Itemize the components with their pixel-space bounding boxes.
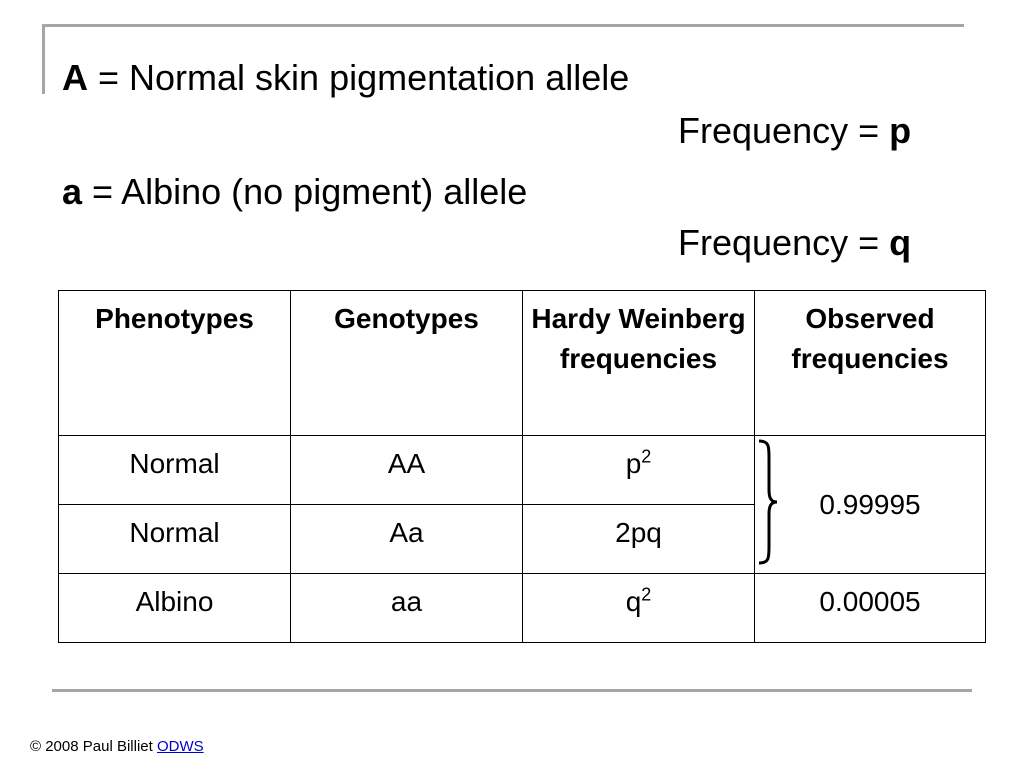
allele-a-symbol: a (62, 171, 83, 212)
allele-a-frequency (678, 223, 911, 263)
allele-a-text: = Albino (no pigment) allele (82, 171, 528, 212)
genotype-cell: Aa (291, 505, 523, 574)
header-phenotypes: Phenotypes (59, 291, 291, 436)
genotype-cell: AA (291, 436, 523, 505)
phenotype-cell: Normal (59, 505, 291, 574)
frequency-symbol-q: q (889, 222, 912, 263)
header-hw-frequencies: Hardy Weinberg frequencies (523, 291, 755, 436)
table-row (59, 436, 986, 505)
allele-A-text: = Normal skin pigmentation allele (88, 57, 630, 98)
allele-a-definition (62, 172, 527, 212)
frequency-label: Frequency = (678, 110, 890, 151)
table-row (59, 574, 986, 643)
genotype-cell: aa (291, 574, 523, 643)
phenotype-cell: Albino (59, 574, 291, 643)
slide-frame-left (42, 24, 45, 94)
frequency-label: Frequency = (678, 222, 890, 263)
observed-normal-cell (755, 436, 986, 574)
odws-link[interactable]: ODWS (156, 738, 204, 755)
slide-frame-top (42, 24, 964, 27)
hw-frequency-cell: 2pq (523, 505, 755, 574)
hardy-weinberg-table (58, 290, 986, 643)
table-header-row (59, 291, 986, 436)
allele-A-frequency (678, 111, 911, 151)
allele-A-symbol: A (62, 57, 88, 98)
observed-albino-cell: 0.00005 (755, 574, 986, 643)
right-brace-icon (755, 438, 781, 566)
observed-normal-value: 0.99995 (819, 488, 921, 520)
hw-frequency-cell: $p^2$ (523, 436, 755, 505)
frequency-symbol-p: p (889, 110, 912, 151)
allele-A-definition (62, 58, 629, 98)
hw-frequency-cell: $q^2$ (523, 574, 755, 643)
footer (30, 738, 204, 756)
phenotype-cell: Normal (59, 436, 291, 505)
header-genotypes: Genotypes (291, 291, 523, 436)
copyright-text: © 2008 Paul Billiet (30, 738, 157, 755)
slide-frame-bottom (52, 689, 972, 692)
header-observed-frequencies: Observed frequencies (755, 291, 986, 436)
